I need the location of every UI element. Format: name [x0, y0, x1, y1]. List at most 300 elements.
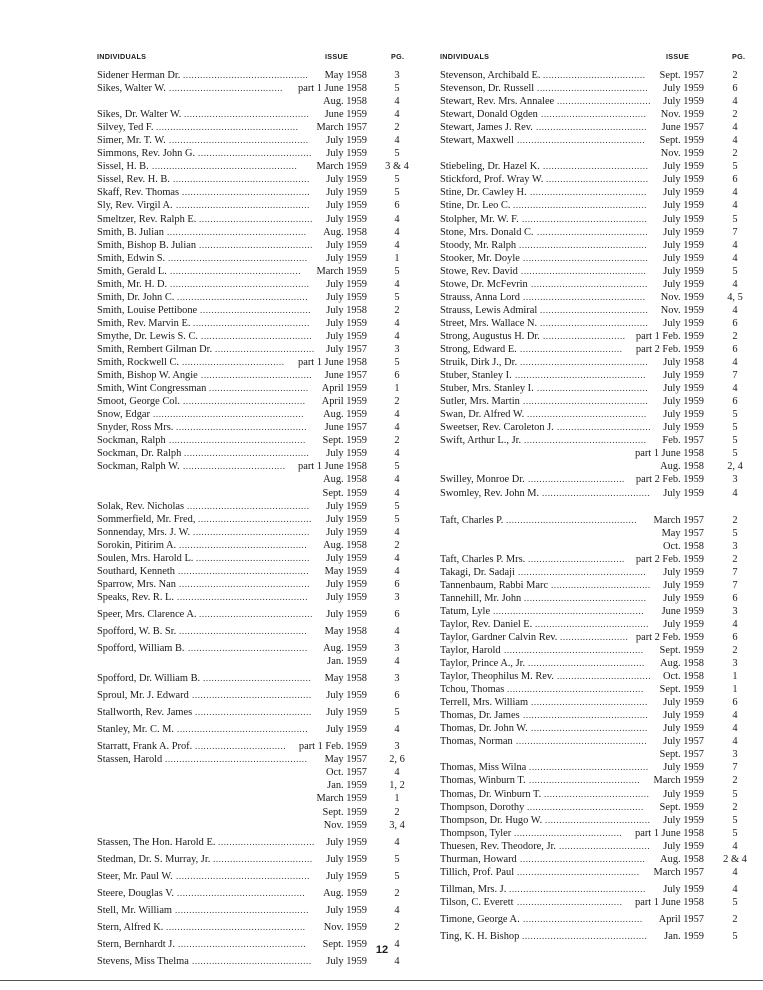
- entry-page: 3: [732, 540, 738, 552]
- index-entry: [95, 408, 415, 421]
- entry-page: 3: [394, 70, 400, 81]
- leader-dots: .....................................: [517, 896, 623, 907]
- index-entry: [438, 278, 754, 291]
- leader-dots: ...........................................: [183, 396, 306, 407]
- leader-dots: .......................................: [201, 370, 313, 381]
- entry-name: Swift, Arthur L., Jr.: [440, 435, 522, 447]
- entry-page: 4: [732, 383, 738, 395]
- entry-issue: Sept. 1959: [659, 684, 704, 696]
- entry-name: Simmons, Rev. John G.: [97, 148, 196, 160]
- leader-dots: ..............................................: [177, 591, 309, 602]
- leader-dots: .................................................: [168, 252, 308, 263]
- entry-issue: July 1959: [326, 526, 367, 538]
- entry-page: 6: [394, 200, 400, 212]
- leader-dots: .........................................: [528, 658, 645, 669]
- entry-issue: July 1959: [326, 213, 367, 225]
- index-entry: [438, 434, 754, 447]
- entry-issue: July 1958: [663, 357, 704, 369]
- leader-dots: ..........................................: [192, 690, 312, 701]
- entry-name: Taft, Charles P.: [440, 514, 504, 526]
- entry-issue: Sept. 1959: [659, 135, 704, 147]
- entry-issue: April 1959: [321, 383, 367, 395]
- entry-name: Sockman, Dr. Ralph: [97, 448, 182, 460]
- index-entry: [95, 95, 415, 108]
- entry-page: 4: [732, 304, 738, 316]
- index-entry: [438, 447, 754, 460]
- leader-dots: ........................................: [198, 148, 312, 159]
- index-entry: [438, 343, 754, 356]
- index-entry: [438, 827, 754, 840]
- leader-dots: ....................................: [182, 357, 285, 368]
- entry-issue: Aug. 1958: [323, 539, 367, 551]
- entry-page: 6: [732, 317, 738, 329]
- leader-dots: ......................................: [514, 827, 623, 838]
- entry-name: Sparrow, Mrs. Nan: [97, 578, 176, 590]
- entry-page: 6: [732, 631, 738, 643]
- entry-issue: part 1 Feb. 1959: [298, 741, 367, 753]
- leader-dots: ................................................: [173, 174, 310, 185]
- entry-name: Thompson, Dorothy: [440, 801, 525, 813]
- entry-name: Sikes, Walter W.: [97, 83, 166, 95]
- index-entry: [438, 160, 754, 173]
- entry-issue: July 1959: [326, 174, 367, 186]
- entry-issue: April 1957: [658, 913, 704, 925]
- entry-page: 3: [394, 591, 400, 603]
- entry-issue: March 1959: [316, 265, 367, 277]
- entry-name: Stoody, Mr. Ralph: [440, 239, 517, 251]
- entry-name: Sweetser, Rev. Caroleton J.: [440, 422, 554, 434]
- entry-page: 4: [394, 724, 400, 736]
- header-individuals: INDIVIDUALS: [97, 52, 147, 61]
- index-entry: [438, 540, 754, 553]
- entry-page: 2: [732, 801, 738, 813]
- entry-page: 3 & 4: [385, 161, 409, 173]
- entry-page: 2 & 4: [723, 853, 747, 865]
- index-entry: [438, 382, 754, 395]
- entry-name: Swilley, Monroe Dr.: [440, 474, 525, 486]
- entry-page: 4: [394, 239, 400, 251]
- leader-dots: ...........................................: [187, 500, 310, 511]
- leader-dots: ...................................: [209, 383, 309, 394]
- entry-name: Thomas, Dr. James: [440, 710, 520, 722]
- entry-page: 4: [394, 135, 400, 147]
- leader-dots: ..............................................: [177, 724, 309, 735]
- leader-dots: ...................................: [551, 579, 651, 590]
- entry-page: 3: [732, 474, 738, 486]
- index-entry: [95, 186, 415, 199]
- index-entry: [95, 421, 415, 434]
- entry-page: 5: [394, 291, 400, 303]
- entry-issue: July 1959: [326, 578, 367, 590]
- entry-issue: July 1959: [663, 697, 704, 709]
- entry-issue: June 1959: [324, 109, 367, 121]
- entry-page: 2, 6: [389, 754, 405, 766]
- entry-page: 4: [732, 357, 738, 369]
- entry-name: Snow, Edgar: [97, 409, 151, 421]
- entry-issue: March 1957: [316, 122, 367, 134]
- entry-name: Simer, Mr. T. W.: [97, 135, 166, 147]
- entry-name: Sly, Rev. Virgil A.: [97, 200, 173, 212]
- leader-dots: .....................................: [541, 109, 647, 120]
- index-entry: [438, 883, 754, 896]
- entry-page: 4: [394, 422, 400, 434]
- leader-dots: .......................................: [201, 330, 313, 341]
- entry-issue: part 1 June 1958: [298, 357, 367, 369]
- index-entry: [438, 683, 754, 696]
- entry-name: Timone, George A.: [440, 913, 520, 925]
- entry-page: 6: [732, 697, 738, 709]
- leader-dots: ..........................................: [527, 409, 647, 420]
- leader-dots: .................................: [557, 422, 652, 433]
- leader-dots: ....................................: [546, 174, 649, 185]
- entry-page: 4: [394, 448, 400, 460]
- leader-dots: ............................................: [184, 448, 310, 459]
- index-entry: [438, 356, 754, 369]
- leader-dots: ........................................: [199, 239, 313, 250]
- entry-name: Smith, Wint Congressman: [97, 383, 207, 395]
- leader-dots: ......................................: [542, 487, 651, 498]
- leader-dots: ................................................: [169, 435, 306, 446]
- entry-page: 3: [394, 343, 400, 355]
- entry-page: 2: [732, 913, 738, 925]
- leader-dots: .......................................: [537, 383, 649, 394]
- entry-name: Swan, Dr. Alfred W.: [440, 409, 525, 421]
- entry-issue: Aug. 1958: [660, 461, 704, 473]
- leader-dots: ............................................: [183, 70, 309, 80]
- entry-page: 1: [732, 671, 738, 683]
- index-entry: [438, 853, 754, 866]
- entry-name: Sommerfield, Mr. Fred,: [97, 513, 196, 525]
- entry-issue: July 1959: [663, 83, 704, 95]
- index-entry: [95, 382, 415, 395]
- entry-name: Sutler, Mrs. Martin: [440, 396, 520, 408]
- index-entry: [438, 134, 754, 147]
- entry-name: Stassen, Harold: [97, 754, 163, 766]
- entry-page: 3: [394, 741, 400, 753]
- index-entry: [95, 278, 415, 291]
- entry-issue: Nov. 1959: [323, 819, 367, 831]
- entry-page: 5: [394, 853, 400, 865]
- entry-issue: July 1959: [326, 252, 367, 264]
- entry-name: Smith, Rockwell C.: [97, 357, 179, 369]
- entry-issue: part 1 June 1958: [635, 448, 704, 460]
- index-entry: [438, 460, 754, 473]
- entry-page: 6: [732, 174, 738, 186]
- index-entry: [438, 592, 754, 605]
- index-entry: [95, 625, 415, 638]
- entry-issue: July 1959: [663, 252, 704, 264]
- entry-name: Stern, Alfred K.: [97, 921, 164, 933]
- entry-issue: May 1958: [324, 70, 367, 81]
- index-entry: [438, 774, 754, 787]
- entry-page: 4: [732, 736, 738, 748]
- entry-issue: Nov. 1959: [660, 304, 704, 316]
- entry-name: Tatum, Lyle: [440, 605, 491, 617]
- leader-dots: ..............................................: [170, 265, 302, 276]
- entry-page: 5: [732, 409, 738, 421]
- entry-name: Sikes, Dr. Walter W.: [97, 109, 182, 121]
- entry-name: Sissel, Rev. H. B.: [97, 174, 170, 186]
- entry-name: Tannenbaum, Rabbi Marc: [440, 579, 549, 591]
- leader-dots: ........................................: [199, 213, 313, 224]
- entry-page: 5: [732, 896, 738, 908]
- leader-dots: .................................................: [169, 135, 309, 146]
- leader-dots: .....................................................: [153, 409, 305, 420]
- entry-page: 4: [394, 955, 400, 967]
- entry-page: 5: [732, 161, 738, 173]
- entry-name: Taft, Charles P. Mrs.: [440, 553, 526, 565]
- leader-dots: .........................................: [531, 723, 648, 734]
- leader-dots: ...................................................: [152, 161, 298, 172]
- leader-dots: ............................................: [523, 710, 649, 721]
- entry-issue: July 1957: [326, 343, 367, 355]
- index-entry: [438, 696, 754, 709]
- index-entry: [95, 753, 415, 766]
- leader-dots: ......................................: [540, 304, 649, 315]
- entry-issue: part 2 Feb. 1959: [635, 343, 704, 355]
- header-page: PG.: [391, 52, 405, 61]
- entry-name: Takagi, Dr. Sadaji: [440, 566, 515, 578]
- index-entry: [95, 792, 415, 805]
- entry-name: Skaff, Rev. Thomas: [97, 187, 180, 199]
- entry-issue: July 1959: [663, 278, 704, 290]
- entry-page: 2: [732, 645, 738, 657]
- right-column-header: [438, 52, 754, 66]
- entry-name: Stassen, The Hon. Harold E.: [97, 836, 216, 848]
- index-entry: [95, 921, 415, 934]
- entry-issue: Nov. 1959: [660, 109, 704, 121]
- index-entry: [438, 722, 754, 735]
- leader-dots: .......................................: [537, 226, 649, 237]
- entry-page: 1: [394, 252, 400, 264]
- entry-issue: part 2 Feb. 1959: [635, 474, 704, 486]
- entry-issue: Jan. 1959: [327, 780, 367, 792]
- entry-name: Stuber, Stanley I.: [440, 370, 512, 382]
- entry-name: Street, Mrs. Wallace N.: [440, 317, 538, 329]
- index-entry: [438, 252, 754, 265]
- entry-page: 4: [394, 526, 400, 538]
- entry-issue: Sept. 1959: [322, 487, 367, 499]
- entry-issue: Sept. 1957: [659, 70, 704, 81]
- entry-name: Stallworth, Rev. James: [97, 707, 193, 719]
- entry-issue: July 1957: [663, 736, 704, 748]
- entry-name: Smith, B. Julian: [97, 226, 164, 238]
- entry-page: 5: [732, 527, 738, 539]
- entry-issue: July 1959: [663, 265, 704, 277]
- page-number: 12: [375, 944, 389, 956]
- entry-issue: July 1959: [663, 161, 704, 173]
- entry-name: Silvey, Ted F.: [97, 122, 154, 134]
- entry-page: 3: [732, 605, 738, 617]
- entry-name: Taylor, Harold: [440, 645, 501, 657]
- index-entry: [438, 304, 754, 317]
- index-entry: [95, 904, 415, 917]
- entry-name: Tilson, C. Everett: [440, 896, 514, 908]
- entry-page: 1: [394, 793, 400, 805]
- entry-issue: Feb. 1957: [662, 435, 704, 447]
- leader-dots: ............................................: [520, 853, 646, 864]
- entry-page: 6: [732, 396, 738, 408]
- leader-dots: ........................................: [169, 83, 283, 94]
- index-entry: [438, 866, 754, 879]
- entry-page: 6: [732, 592, 738, 604]
- entry-issue: July 1959: [663, 239, 704, 251]
- entry-issue: July 1959: [663, 883, 704, 895]
- leader-dots: ...........................................: [517, 866, 640, 877]
- entry-name: Tillman, Mrs. J.: [440, 883, 507, 895]
- leader-dots: .........................................: [531, 278, 648, 289]
- entry-name: Stewart, Maxwell: [440, 135, 514, 147]
- leader-dots: ...............................................: [175, 904, 309, 915]
- entry-issue: Jan. 1959: [327, 656, 367, 668]
- entry-issue: May 1958: [324, 673, 367, 685]
- entry-page: 7: [732, 762, 738, 774]
- entry-name: Sonnenday, Mrs. J. W.: [97, 526, 191, 538]
- index-entry: [95, 434, 415, 447]
- entry-issue: July 1959: [326, 955, 367, 967]
- header-issue: ISSUE: [666, 52, 690, 61]
- entry-issue: May 1958: [324, 625, 367, 637]
- entry-name: Strong, Augustus H. Dr.: [440, 330, 540, 342]
- entry-issue: June 1957: [324, 422, 367, 434]
- entry-issue: July 1959: [663, 370, 704, 382]
- index-entry: [95, 213, 415, 226]
- entry-name: Thompson, Dr. Hugo W.: [440, 814, 543, 826]
- index-entry: [438, 814, 754, 827]
- entry-name: Thompson, Tyler: [440, 827, 512, 839]
- entry-page: 2: [394, 921, 400, 933]
- entry-issue: March 1959: [316, 161, 367, 173]
- entry-issue: part 2 Feb. 1959: [635, 631, 704, 643]
- leader-dots: ....................................: [520, 343, 623, 354]
- leader-dots: .............................................: [182, 187, 311, 198]
- entry-page: 4: [394, 96, 400, 108]
- entry-page: 4: [394, 278, 400, 290]
- entry-page: 1: [394, 383, 400, 395]
- index-entry: [95, 343, 415, 356]
- entry-issue: July 1959: [326, 690, 367, 702]
- entry-page: 4: [394, 565, 400, 577]
- index-entry: [95, 487, 415, 500]
- entry-name: Starratt, Frank A. Prof.: [97, 741, 193, 753]
- entry-issue: part 1 Feb. 1959: [635, 330, 704, 342]
- entry-issue: part 2 Feb. 1959: [635, 553, 704, 565]
- entry-page: 5: [732, 814, 738, 826]
- index-entry: [438, 330, 754, 343]
- entry-page: 5: [732, 827, 738, 839]
- entry-issue: Sept. 1959: [659, 645, 704, 657]
- entry-name: Spofford, W. B. Sr.: [97, 625, 177, 637]
- entry-name: Snyder, Ross Mrs.: [97, 422, 174, 434]
- leader-dots: ........................................: [535, 618, 649, 629]
- leader-dots: ................................: [559, 840, 651, 851]
- entry-name: Stanley, Mr. C. M.: [97, 724, 174, 736]
- entry-issue: part 1 June 1958: [635, 827, 704, 839]
- index-entry: [438, 840, 754, 853]
- entry-name: Stickford, Prof. Wray W.: [440, 174, 544, 186]
- entry-page: 2: [394, 435, 400, 447]
- index-entry: [95, 938, 415, 951]
- entry-page: 4: [394, 656, 400, 668]
- entry-issue: July 1959: [663, 383, 704, 395]
- entry-page: 7: [732, 579, 738, 591]
- entry-issue: July 1959: [326, 500, 367, 512]
- index-entry: [95, 655, 415, 668]
- entry-name: Taylor, Theophilus M. Rev.: [440, 671, 555, 683]
- entry-name: Stine, Dr. Leo C.: [440, 200, 511, 212]
- entry-name: Stewart, James J. Rev.: [440, 122, 533, 134]
- entry-page: 6: [732, 83, 738, 95]
- entry-issue: April 1959: [321, 396, 367, 408]
- left-column: [95, 52, 415, 968]
- entry-page: 4: [394, 904, 400, 916]
- index-entry: [95, 121, 415, 134]
- index-entry: [95, 395, 415, 408]
- entry-issue: Aug. 1959: [323, 887, 367, 899]
- entry-name: Stell, Mr. William: [97, 904, 173, 916]
- entry-issue: Aug. 1958: [660, 853, 704, 865]
- entry-page: 2: [732, 514, 738, 526]
- leader-dots: ..............................................: [176, 422, 308, 433]
- entry-name: Ting, K. H. Bishop: [440, 931, 520, 942]
- entry-page: 5: [732, 931, 738, 942]
- leader-dots: .......................................: [536, 122, 648, 133]
- entry-issue: Sept. 1959: [322, 435, 367, 447]
- leader-dots: .............................................: [520, 357, 649, 368]
- leader-dots: .....................................: [543, 161, 649, 172]
- index-entry: [438, 748, 754, 761]
- entry-page: 4: [394, 552, 400, 564]
- index-entry: [438, 644, 754, 657]
- leader-dots: ................................................: [509, 883, 646, 894]
- leader-dots: ........................: [560, 631, 629, 642]
- entry-name: Stevenson, Archibald E.: [440, 70, 541, 81]
- entry-page: 3: [394, 673, 400, 685]
- leader-dots: .................................: [557, 96, 652, 107]
- index-entry: [95, 69, 415, 82]
- entry-page: 5: [732, 448, 738, 460]
- entry-issue: May 1959: [324, 565, 367, 577]
- leader-dots: .............................................: [179, 625, 308, 636]
- entry-page: 5: [394, 461, 400, 473]
- entry-name: Smith, Gerald L.: [97, 265, 167, 277]
- entry-page: 4: [394, 109, 400, 121]
- left-index-list: [95, 69, 415, 968]
- entry-issue: Nov. 1959: [660, 148, 704, 160]
- index-entry: [438, 657, 754, 670]
- index-entry: [95, 836, 415, 849]
- index-entry: [438, 147, 754, 160]
- entry-issue: July 1959: [663, 409, 704, 421]
- entry-page: 4: [732, 840, 738, 852]
- entry-name: Spofford, William B.: [97, 643, 185, 655]
- entry-issue: July 1959: [326, 317, 367, 329]
- leader-dots: ............................................: [184, 109, 310, 120]
- index-entry: [438, 199, 754, 212]
- leader-dots: ..................................................: [156, 122, 299, 133]
- entry-page: 2: [732, 109, 738, 121]
- index-entry: [95, 740, 415, 753]
- leader-dots: ..................................................: [165, 754, 308, 765]
- leader-dots: ...............................................: [176, 870, 310, 881]
- entry-page: 4: [394, 938, 400, 950]
- header-issue: ISSUE: [325, 52, 349, 61]
- entry-issue: May 1957: [324, 754, 367, 766]
- entry-page: 6: [394, 608, 400, 620]
- entry-page: 7: [732, 226, 738, 238]
- entry-page: 7: [732, 566, 738, 578]
- entry-page: 2: [394, 887, 400, 899]
